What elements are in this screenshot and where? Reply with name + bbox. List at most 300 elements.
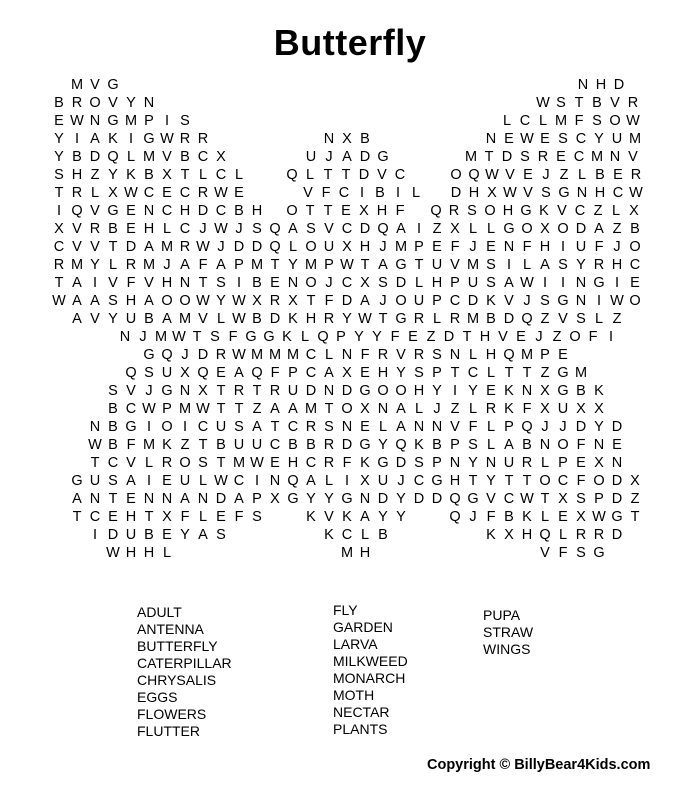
grid-letter[interactable]: P: [432, 365, 442, 381]
grid-letter[interactable]: Y: [324, 491, 334, 507]
grid-letter[interactable]: T: [484, 149, 494, 165]
grid-letter[interactable]: V: [162, 149, 172, 165]
grid-letter[interactable]: U: [251, 437, 263, 453]
grid-letter[interactable]: F: [522, 239, 532, 255]
grid-letter[interactable]: A: [180, 257, 190, 273]
grid-letter[interactable]: L: [360, 527, 370, 543]
grid-letter[interactable]: L: [324, 347, 334, 363]
grid-letter[interactable]: C: [341, 527, 353, 543]
grid-letter[interactable]: I: [56, 203, 62, 219]
grid-letter[interactable]: C: [574, 203, 586, 219]
grid-letter[interactable]: L: [486, 221, 496, 237]
grid-letter[interactable]: E: [126, 221, 136, 237]
grid-letter[interactable]: N: [341, 347, 353, 363]
grid-letter[interactable]: N: [269, 473, 281, 489]
grid-letter[interactable]: D: [233, 239, 245, 255]
grid-letter[interactable]: P: [162, 401, 172, 417]
grid-letter[interactable]: G: [593, 545, 605, 561]
grid-letter[interactable]: O: [395, 293, 407, 309]
grid-letter[interactable]: W: [52, 293, 66, 309]
grid-letter[interactable]: Z: [612, 311, 622, 327]
grid-letter[interactable]: G: [377, 149, 389, 165]
grid-letter[interactable]: M: [286, 347, 300, 363]
grid-letter[interactable]: U: [179, 473, 191, 489]
grid-letter[interactable]: H: [539, 239, 551, 255]
grid-letter[interactable]: W: [196, 401, 210, 417]
grid-letter[interactable]: N: [593, 437, 605, 453]
grid-letter[interactable]: X: [540, 221, 550, 237]
grid-letter[interactable]: F: [270, 365, 280, 381]
grid-letter[interactable]: G: [341, 491, 353, 507]
grid-letter[interactable]: U: [467, 275, 479, 291]
grid-letter[interactable]: R: [377, 347, 389, 363]
grid-letter[interactable]: D: [450, 185, 462, 201]
grid-letter[interactable]: E: [341, 203, 351, 219]
grid-letter[interactable]: P: [234, 257, 244, 273]
grid-letter[interactable]: B: [504, 509, 514, 525]
grid-letter[interactable]: X: [216, 149, 226, 165]
grid-letter[interactable]: S: [378, 275, 388, 291]
grid-letter[interactable]: S: [558, 131, 568, 147]
grid-letter[interactable]: K: [282, 329, 292, 345]
grid-letter[interactable]: L: [414, 275, 424, 291]
grid-letter[interactable]: W: [250, 455, 264, 471]
grid-letter[interactable]: R: [179, 239, 191, 255]
grid-letter[interactable]: M: [574, 365, 588, 381]
grid-letter[interactable]: T: [54, 275, 64, 291]
grid-letter[interactable]: Y: [378, 437, 388, 453]
grid-letter[interactable]: Q: [539, 527, 551, 543]
grid-letter[interactable]: H: [125, 509, 137, 525]
grid-letter[interactable]: L: [216, 311, 226, 327]
grid-letter[interactable]: F: [126, 437, 136, 453]
grid-letter[interactable]: D: [197, 203, 209, 219]
grid-letter[interactable]: A: [234, 365, 244, 381]
grid-letter[interactable]: Y: [486, 473, 496, 489]
grid-letter[interactable]: V: [324, 509, 334, 525]
grid-letter[interactable]: R: [161, 455, 173, 471]
grid-letter[interactable]: N: [89, 491, 101, 507]
grid-letter[interactable]: W: [196, 239, 210, 255]
grid-letter[interactable]: C: [107, 455, 119, 471]
grid-letter[interactable]: U: [413, 293, 425, 309]
grid-letter[interactable]: E: [486, 383, 496, 399]
grid-letter[interactable]: Y: [90, 257, 100, 273]
grid-letter[interactable]: A: [198, 527, 208, 543]
grid-letter[interactable]: D: [467, 293, 479, 309]
grid-letter[interactable]: Z: [426, 329, 436, 345]
grid-letter[interactable]: R: [485, 401, 497, 417]
grid-letter[interactable]: N: [377, 401, 389, 417]
grid-letter[interactable]: Y: [126, 95, 136, 111]
grid-letter[interactable]: X: [504, 527, 514, 543]
grid-letter[interactable]: G: [557, 293, 569, 309]
grid-letter[interactable]: B: [54, 95, 64, 111]
grid-letter[interactable]: T: [108, 239, 118, 255]
grid-letter[interactable]: P: [336, 329, 346, 345]
grid-letter[interactable]: V: [628, 149, 638, 165]
grid-letter[interactable]: C: [519, 113, 531, 129]
grid-letter[interactable]: R: [593, 527, 605, 543]
grid-letter[interactable]: J: [542, 167, 550, 183]
grid-letter[interactable]: Y: [180, 527, 190, 543]
grid-letter[interactable]: H: [479, 329, 491, 345]
grid-letter[interactable]: A: [72, 293, 82, 309]
grid-letter[interactable]: U: [233, 437, 245, 453]
grid-letter[interactable]: T: [378, 311, 388, 327]
grid-letter[interactable]: D: [341, 383, 353, 399]
grid-letter[interactable]: E: [556, 149, 566, 165]
grid-letter[interactable]: J: [397, 473, 405, 489]
grid-letter[interactable]: D: [377, 491, 389, 507]
grid-letter[interactable]: W: [340, 257, 354, 273]
grid-letter[interactable]: I: [164, 113, 170, 129]
grid-letter[interactable]: O: [305, 239, 317, 255]
grid-letter[interactable]: M: [304, 401, 318, 417]
grid-letter[interactable]: N: [485, 131, 497, 147]
grid-letter[interactable]: N: [143, 95, 155, 111]
grid-letter[interactable]: X: [540, 401, 550, 417]
grid-letter[interactable]: T: [72, 509, 82, 525]
grid-letter[interactable]: W: [124, 185, 138, 201]
grid-letter[interactable]: R: [53, 257, 65, 273]
grid-letter[interactable]: N: [575, 293, 587, 309]
grid-letter[interactable]: R: [413, 311, 425, 327]
grid-letter[interactable]: T: [323, 203, 333, 219]
grid-letter[interactable]: P: [288, 365, 298, 381]
grid-letter[interactable]: K: [414, 437, 424, 453]
grid-letter[interactable]: O: [341, 401, 353, 417]
grid-letter[interactable]: D: [575, 419, 587, 435]
grid-letter[interactable]: B: [595, 167, 605, 183]
grid-letter[interactable]: H: [468, 185, 480, 201]
grid-letter[interactable]: Q: [269, 221, 281, 237]
grid-letter[interactable]: R: [197, 131, 209, 147]
grid-letter[interactable]: R: [71, 95, 83, 111]
grid-letter[interactable]: G: [377, 455, 389, 471]
grid-letter[interactable]: N: [503, 239, 515, 255]
grid-letter[interactable]: V: [324, 221, 334, 237]
grid-letter[interactable]: E: [126, 491, 136, 507]
grid-letter[interactable]: V: [558, 311, 568, 327]
grid-letter[interactable]: M: [124, 113, 138, 129]
grid-letter[interactable]: P: [540, 347, 550, 363]
grid-letter[interactable]: J: [535, 329, 543, 345]
grid-letter[interactable]: X: [342, 239, 352, 255]
grid-letter[interactable]: P: [558, 455, 568, 471]
grid-letter[interactable]: C: [287, 419, 299, 435]
grid-letter[interactable]: Q: [503, 347, 515, 363]
grid-letter[interactable]: B: [72, 149, 82, 165]
grid-letter[interactable]: R: [323, 311, 335, 327]
grid-letter[interactable]: C: [179, 221, 191, 237]
grid-letter[interactable]: F: [228, 329, 238, 345]
grid-letter[interactable]: T: [504, 365, 514, 381]
grid-letter[interactable]: B: [522, 437, 532, 453]
grid-letter[interactable]: B: [486, 311, 496, 327]
grid-letter[interactable]: W: [536, 95, 550, 111]
grid-letter[interactable]: M: [466, 257, 480, 273]
grid-letter[interactable]: V: [450, 257, 460, 273]
grid-letter[interactable]: C: [269, 437, 281, 453]
grid-letter[interactable]: R: [413, 347, 425, 363]
grid-letter[interactable]: E: [486, 239, 496, 255]
grid-letter[interactable]: B: [375, 185, 385, 201]
grid-letter[interactable]: E: [234, 185, 244, 201]
grid-letter[interactable]: S: [234, 419, 244, 435]
grid-letter[interactable]: Q: [377, 221, 389, 237]
grid-letter[interactable]: J: [163, 257, 171, 273]
grid-letter[interactable]: X: [288, 293, 298, 309]
grid-letter[interactable]: Z: [593, 203, 603, 219]
grid-letter[interactable]: K: [486, 293, 496, 309]
grid-letter[interactable]: S: [467, 203, 477, 219]
grid-letter[interactable]: E: [126, 203, 136, 219]
grid-letter[interactable]: D: [359, 221, 371, 237]
grid-letter[interactable]: K: [108, 131, 118, 147]
grid-letter[interactable]: Y: [594, 131, 604, 147]
grid-letter[interactable]: D: [501, 149, 513, 165]
grid-letter[interactable]: H: [521, 527, 533, 543]
grid-letter[interactable]: Q: [287, 473, 299, 489]
grid-letter[interactable]: W: [503, 185, 517, 201]
grid-letter[interactable]: B: [378, 527, 388, 543]
grid-letter[interactable]: C: [215, 203, 227, 219]
grid-letter[interactable]: Y: [108, 167, 118, 183]
grid-letter[interactable]: G: [467, 491, 479, 507]
grid-letter[interactable]: D: [395, 455, 407, 471]
grid-letter[interactable]: J: [325, 275, 333, 291]
grid-letter[interactable]: N: [89, 113, 101, 129]
grid-letter[interactable]: O: [179, 293, 191, 309]
grid-letter[interactable]: U: [323, 239, 335, 255]
grid-letter[interactable]: S: [252, 509, 262, 525]
grid-letter[interactable]: E: [523, 167, 533, 183]
grid-letter[interactable]: D: [125, 239, 137, 255]
grid-letter[interactable]: W: [142, 401, 156, 417]
grid-letter[interactable]: L: [468, 347, 478, 363]
grid-letter[interactable]: C: [179, 185, 191, 201]
grid-letter[interactable]: H: [251, 203, 263, 219]
grid-letter[interactable]: N: [119, 329, 131, 345]
grid-letter[interactable]: N: [143, 203, 155, 219]
grid-letter[interactable]: M: [232, 455, 246, 471]
grid-letter[interactable]: A: [306, 473, 316, 489]
grid-letter[interactable]: N: [485, 455, 497, 471]
grid-letter[interactable]: G: [263, 329, 275, 345]
grid-letter[interactable]: J: [199, 221, 207, 237]
grid-letter[interactable]: S: [144, 365, 154, 381]
grid-letter[interactable]: Q: [468, 167, 480, 183]
grid-letter[interactable]: T: [198, 437, 208, 453]
grid-letter[interactable]: M: [250, 257, 264, 273]
grid-letter[interactable]: V: [504, 293, 514, 309]
grid-letter[interactable]: J: [379, 293, 387, 309]
grid-letter[interactable]: R: [448, 203, 460, 219]
grid-letter[interactable]: Y: [576, 257, 586, 273]
grid-letter[interactable]: L: [198, 509, 208, 525]
grid-letter[interactable]: C: [573, 149, 585, 165]
grid-letter[interactable]: N: [449, 455, 461, 471]
grid-letter[interactable]: W: [70, 113, 84, 129]
grid-letter[interactable]: L: [234, 167, 244, 183]
grid-letter[interactable]: W: [592, 509, 606, 525]
grid-letter[interactable]: S: [198, 455, 208, 471]
grid-letter[interactable]: A: [72, 311, 82, 327]
grid-letter[interactable]: G: [395, 257, 407, 273]
grid-letter[interactable]: S: [520, 149, 530, 165]
grid-letter[interactable]: E: [360, 365, 370, 381]
grid-letter[interactable]: E: [408, 329, 418, 345]
grid-letter[interactable]: A: [324, 365, 334, 381]
grid-letter[interactable]: P: [594, 491, 604, 507]
grid-letter[interactable]: M: [554, 113, 568, 129]
grid-letter[interactable]: N: [89, 419, 101, 435]
grid-letter[interactable]: J: [145, 383, 153, 399]
grid-letter[interactable]: O: [450, 167, 462, 183]
grid-letter[interactable]: U: [557, 401, 569, 417]
grid-letter[interactable]: H: [502, 203, 514, 219]
grid-letter[interactable]: M: [520, 347, 534, 363]
grid-letter[interactable]: E: [162, 527, 172, 543]
grid-letter[interactable]: C: [338, 185, 350, 201]
grid-letter[interactable]: K: [486, 527, 496, 543]
grid-letter[interactable]: H: [431, 275, 443, 291]
grid-letter[interactable]: J: [469, 239, 477, 255]
grid-letter[interactable]: V: [90, 239, 100, 255]
grid-letter[interactable]: X: [540, 383, 550, 399]
grid-letter[interactable]: Q: [521, 311, 533, 327]
grid-letter[interactable]: E: [216, 365, 226, 381]
grid-letter[interactable]: L: [288, 239, 298, 255]
grid-letter[interactable]: E: [108, 509, 118, 525]
grid-letter[interactable]: D: [269, 311, 281, 327]
grid-letter[interactable]: D: [197, 347, 209, 363]
grid-letter[interactable]: R: [89, 221, 101, 237]
grid-letter[interactable]: L: [611, 203, 621, 219]
grid-letter[interactable]: F: [126, 275, 136, 291]
grid-letter[interactable]: H: [287, 455, 299, 471]
grid-letter[interactable]: F: [594, 239, 604, 255]
grid-letter[interactable]: C: [575, 131, 587, 147]
grid-letter[interactable]: A: [270, 401, 280, 417]
grid-letter[interactable]: T: [216, 383, 226, 399]
grid-letter[interactable]: Y: [306, 491, 316, 507]
grid-letter[interactable]: M: [70, 77, 84, 93]
grid-letter[interactable]: Z: [450, 401, 460, 417]
grid-letter[interactable]: G: [161, 383, 173, 399]
grid-letter[interactable]: H: [125, 545, 137, 561]
grid-letter[interactable]: A: [180, 491, 190, 507]
grid-letter[interactable]: O: [539, 473, 551, 489]
grid-letter[interactable]: X: [342, 365, 352, 381]
grid-letter[interactable]: Z: [540, 311, 550, 327]
grid-letter[interactable]: G: [107, 203, 119, 219]
grid-letter[interactable]: T: [216, 401, 226, 417]
grid-letter[interactable]: U: [215, 419, 227, 435]
grid-letter[interactable]: C: [197, 419, 209, 435]
grid-letter[interactable]: K: [126, 167, 136, 183]
grid-letter[interactable]: S: [558, 257, 568, 273]
grid-letter[interactable]: B: [216, 437, 226, 453]
grid-letter[interactable]: N: [611, 455, 623, 471]
grid-letter[interactable]: H: [71, 167, 83, 183]
grid-letter[interactable]: X: [450, 221, 460, 237]
grid-letter[interactable]: V: [108, 275, 118, 291]
grid-letter[interactable]: S: [414, 455, 424, 471]
grid-letter[interactable]: M: [590, 149, 604, 165]
grid-letter[interactable]: L: [90, 185, 100, 201]
grid-letter[interactable]: Y: [396, 365, 406, 381]
grid-letter[interactable]: N: [143, 491, 155, 507]
grid-letter[interactable]: G: [611, 509, 623, 525]
grid-letter[interactable]: D: [359, 149, 371, 165]
grid-letter[interactable]: A: [90, 293, 100, 309]
grid-letter[interactable]: G: [71, 473, 83, 489]
grid-letter[interactable]: S: [108, 383, 118, 399]
grid-letter[interactable]: U: [611, 131, 623, 147]
grid-letter[interactable]: X: [180, 365, 190, 381]
grid-letter[interactable]: L: [486, 437, 496, 453]
grid-letter[interactable]: B: [108, 221, 118, 237]
grid-letter[interactable]: X: [162, 167, 172, 183]
grid-letter[interactable]: O: [161, 419, 173, 435]
grid-letter[interactable]: W: [160, 131, 174, 147]
grid-letter[interactable]: Q: [430, 203, 442, 219]
grid-letter[interactable]: G: [245, 329, 257, 345]
grid-letter[interactable]: V: [486, 491, 496, 507]
grid-letter[interactable]: B: [144, 311, 154, 327]
grid-letter[interactable]: I: [542, 275, 548, 291]
grid-letter[interactable]: L: [324, 473, 334, 489]
grid-letter[interactable]: H: [413, 383, 425, 399]
grid-letter[interactable]: J: [559, 419, 567, 435]
grid-letter[interactable]: U: [575, 239, 587, 255]
grid-letter[interactable]: T: [234, 401, 244, 417]
grid-letter[interactable]: J: [235, 221, 243, 237]
grid-letter[interactable]: D: [107, 527, 119, 543]
grid-letter[interactable]: T: [522, 365, 532, 381]
grid-letter[interactable]: H: [125, 293, 137, 309]
grid-letter[interactable]: X: [198, 383, 208, 399]
grid-letter[interactable]: M: [250, 347, 264, 363]
grid-letter[interactable]: K: [306, 509, 316, 525]
grid-letter[interactable]: F: [576, 473, 586, 489]
grid-letter[interactable]: D: [413, 491, 425, 507]
grid-letter[interactable]: C: [53, 239, 65, 255]
grid-letter[interactable]: U: [89, 473, 101, 489]
grid-letter[interactable]: S: [576, 491, 586, 507]
grid-letter[interactable]: W: [106, 545, 120, 561]
grid-letter[interactable]: N: [431, 419, 443, 435]
grid-letter[interactable]: T: [270, 257, 280, 273]
grid-letter[interactable]: T: [108, 491, 118, 507]
grid-letter[interactable]: H: [179, 203, 191, 219]
grid-letter[interactable]: E: [576, 455, 586, 471]
grid-letter[interactable]: M: [178, 311, 192, 327]
grid-letter[interactable]: R: [630, 167, 642, 183]
grid-letter[interactable]: L: [486, 419, 496, 435]
grid-letter[interactable]: L: [414, 401, 424, 417]
grid-letter[interactable]: E: [216, 509, 226, 525]
grid-letter[interactable]: Y: [372, 329, 382, 345]
grid-letter[interactable]: U: [161, 365, 173, 381]
grid-letter[interactable]: Q: [395, 437, 407, 453]
grid-letter[interactable]: W: [196, 293, 210, 309]
grid-letter[interactable]: K: [288, 311, 298, 327]
grid-letter[interactable]: J: [217, 239, 225, 255]
grid-letter[interactable]: A: [72, 275, 82, 291]
